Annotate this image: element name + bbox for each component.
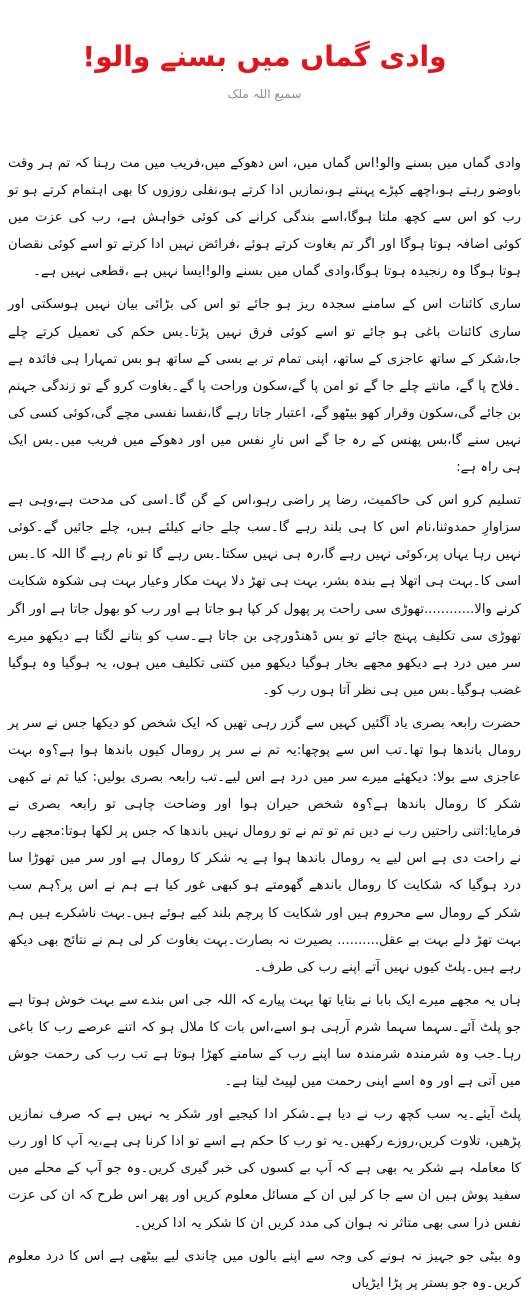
paragraph-7: وہ بیٹی جو جہیز نہ ہونے کی وجہ سے اپنے بالوں میں چاندی لیے بیٹھی ہے اس کا درد معلوم کریں۔وہ جو بستر پر پڑا ایڑیاں bbox=[8, 1248, 521, 1291]
article-title: وادی گماں میں بسنے والو! bbox=[82, 39, 447, 73]
paragraph-5: ہاں یہ مجھے میرے ایک بابا نے بتایا تھا بہت پیارے کہ اللہ جی اس بندے سے بہت خوش ہوتا ہے جو پلٹ آئے۔سہما سہما شرم آرہی ہو اسے،اس بات کا ملال ہو کہ اتنے عرصے رب کا باغی رہا۔جب وہ شرمندہ شرمندہ سا اپنے رب کے سامنے کھڑا ہوتا ہے تب رب کی رحمت جوش میں آتی ہے اور وہ اسے اپنی رحمت میں لپیٹ لیتا ہے۔ bbox=[8, 992, 521, 1090]
paragraph-1: وادی گماں میں بسنے والو!اس گماں میں، اس دھوکے میں،فریب میں مت رہنا کہ تم ہر وقت باوضو رہتے ہو،اچھے کپڑے پہنتے ہو،نمازیں ادا کرتے ہو،نفلی روزوں کا بھی اہتمام کرتے ہو تو رب کو اس سے کچھ ملتا ہوگا،اسے بندگی کرانے کی کوئی خواہش ہے، رب کی عزت میں کوئی اضافہ ہوتا ہوگا اور اگر تم بغاوت کرتے ہوئے ،فرائض نہیں ادا کرتے تو اسے کوئی نقصان ہوتا ہوگا وہ رنجیدہ ہوتا ہوگا،وادی گماں میں بسنے والو!ایسا نہیں ہے ،قطعی نہیں ہے۔ bbox=[8, 156, 521, 280]
paragraph-6: پلٹ آیئے۔یہ سب کچھ رب نے دیا ہے۔شکر ادا کیجیے اور شکر یہ نہیں ہے کہ صرف نمازیں پڑھیں، تلاوت کریں،روزے رکھیں۔یہ تو رب کا حکم ہے اسے تو ادا کرنا ہی ہے،یہ آپ کا اور رب کا معاملہ ہے شکر یہ بھی ہے کہ آپ بے کسوں کی خبر گیری کریں۔وہ جو آپ کے محلے میں سفید پوش ہیں ان سے جا کر لیں ان کے مسائل معلوم کریں اور پھر اس طرح کہ ان کی عزت نفس ذرا سی بھی متاثر نہ ہوان کی مدد کریں ان کا شکر یہ ادا کریں۔ bbox=[8, 1107, 521, 1231]
paragraph-3: تسلیم کرو اس کی حاکمیت، رضا پر راضی رہو،اس کے گن گا۔اسی کی مدحت ہے،وہی ہے سزاوارِ حمدوثنا،نام اس کا ہی بلند رہے گا۔سب چلے جانے کیلئے ہیں، چلے جائیں گے۔کوئی نہیں رہا یہاں پر،کوئی نہیں رہے گا،رہ ہی نہیں سکتا۔بس رہے گا تو نام رہے گا اللہ کا۔بس اسی کا۔بہت ہی اتھلا ہے بندہ بشر، بہت ہی تھڑ دلا بہت مکار وعیار بہت ہی شکوہ شکایت کرنے والا............تھوڑی سی راحت پر پھول کر کپا ہو جاتا ہے اور رب کو بھول جاتا ہے اور اگر تھوڑی سی تکلیف پہنچ جائے تو بس ڈھنڈورچی بن جاتا ہے۔سب کو بتانے لگتا ہے دیکھو میرے سر میں درد ہے دیکھو مجھے بخار ہوگیا دیکھو میں کتنی تکلیف میں ہوں، یہ ہوگیا وہ ہوگیا غضب ہوگیا۔بس میں ہی نظر آتا ہوں رب کو۔ bbox=[8, 493, 521, 698]
article-body bbox=[8, 150, 521, 1303]
paragraph-2: ساری کائنات اس کے سامنے سجدہ ریز ہو جائے تو اس کی بڑائی بیان نہیں ہوسکتی اور ساری کائنات باغی ہو جائے تو اسے کوئی فرق نہیں پڑتا۔بس حکم کی تعمیل کرتے چلے جا،شکر کے ساتھ عاجزی کے ساتھ، اپنی تمام تر بے بسی کے ساتھ ہو بس تمہارا ہی فائدہ ہے ۔فلاح پا گے، مانتے چلے جا گے تو امن پا گے،سکون وراحت پا گے۔بغاوت کرو گے تو زندگی جہنم بن جائے گی،سکون وقرار کھو بیٹھو گے، اعتبار جاتا رہے گا،نفسا نفسی مچے گی،کوئی کسی کی نہیں سنے گا،بس پھنس کے رہ جا گے اس نارِ نفس میں اور دھوکے میں فریب میں۔بس ایک ہی راہ ہے: bbox=[8, 297, 521, 476]
paragraph-4: حضرت رابعہ بصری یاد آگئیں کہیں سے گزر رہی تھیں کہ ایک شخص کو دیکھا جس نے سر پر رومال باندھا ہوا تھا۔تب اس سے پوچھا:یہ تم نے سر پر رومال کیوں باندھا ہوا ہے؟وہ بہت عاجزی سے بولا: دیکھئے میرے سر میں درد ہے اس لیے۔تب رابعہ بصری بولیں: کیا تم نے کبھی شکر کا رومال باندھا ہے؟وہ شخص حیران ہوا اور وضاحت چاہی تو رابعہ بصری نے فرمایا:اتنی راحتیں رب نے دیں تم تو تم نے تو رومال نہیں باندھا کہ جس پر لکھا ہوتا:مجھے رب نے راحت دی ہے اس لیے یہ رومال باندھا ہوا ہے یہ شکر کا رومال ہے اور سر میں تھوڑا سا درد ہوگیا کہ شکایت کا رومال باندھے گھومتے ہو کبھی غور کیا ہے ہم نے اس پر؟ہم سب شکر کے رومال سے محروم ہیں اور شکایت کا پرچم بلند کیے ہوئے ہیں۔بہت ناشکرے ہیں ہم بہت تھڑ دلے بہت بے عقل.......... بصیرت نہ بصارت۔بہت بغاوت کر لی ہم نے نتائج بھی دیکھ رہے ہیں۔پلٹ کیوں نہیں آتے اپنے رب کی طرف۔ bbox=[8, 715, 521, 975]
author-name: سمیع اللہ ملک bbox=[227, 87, 302, 101]
